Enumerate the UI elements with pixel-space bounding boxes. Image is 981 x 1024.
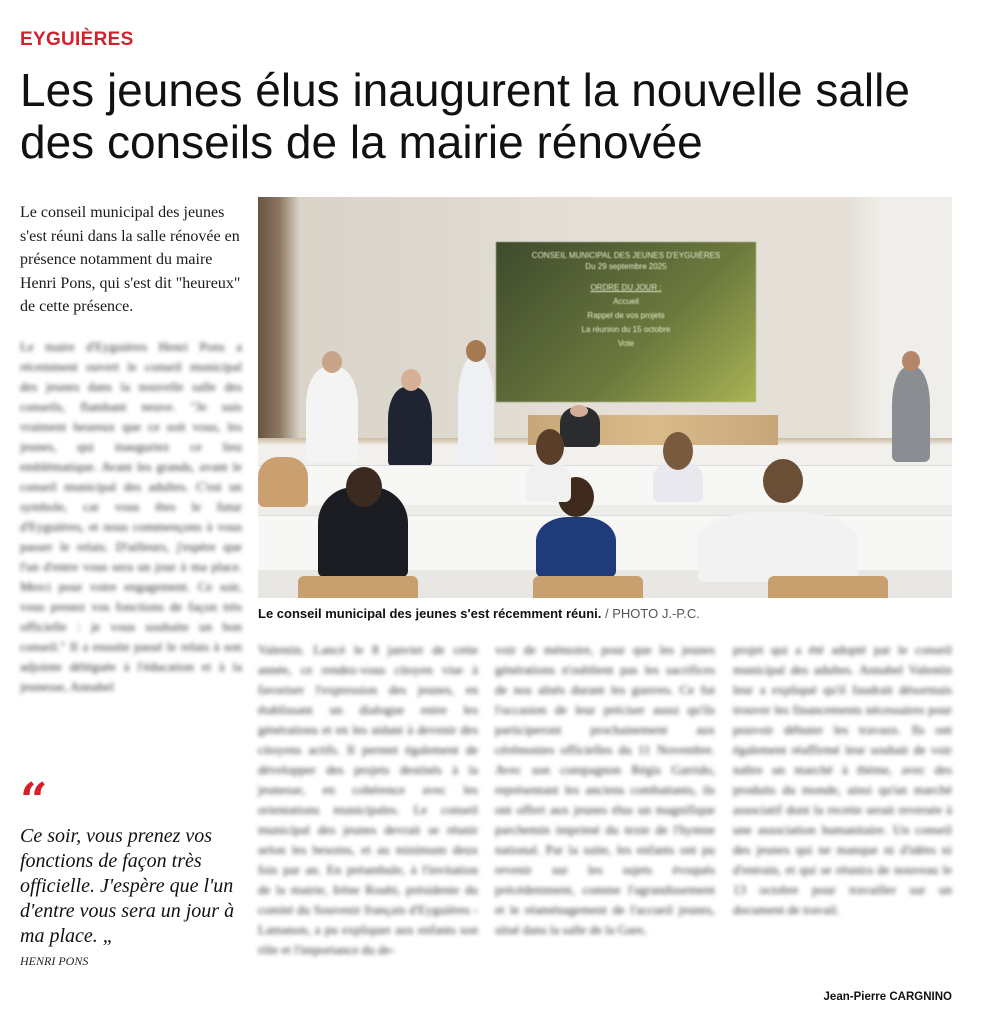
body-column-4: projet qui a été adopté par le conseil municipal des adultes. Annabel Valentin leur a expliqué qu'il faudrait désormais trouver les financements nécessaires pour pouvoir débuter les travaux. Ils ont également réaffirmé leur souhait de voir naître un marché à thème, avec des produits du monde, ainsi qu'un marché associatif dont la recette serait reversée à une association humanitaire. Un conseil des jeunes qui ne manque ni d'idées ni d'entrain, et qui se réunira de nouveau le 13 octobre pour travailler sur un document de travail. (733, 642, 952, 917)
pull-quote: Ce soir, vous prenez vos fonctions de façon très officielle. J'espère que l'un d'entre vous sera un jour à ma place. „ (20, 825, 235, 947)
section-kicker: EYGUIÈRES (20, 29, 134, 50)
article-photo (258, 197, 952, 598)
photo-credit: / PHOTO J.-P.C. (605, 606, 700, 621)
quote-author: HENRI PONS (20, 954, 89, 968)
quote-mark-icon: “ (20, 773, 48, 829)
article-author: Jean-Pierre CARGNINO (823, 991, 952, 1003)
body-column-1: Le maire d'Eyguières Henri Pons a récemment ouvert le conseil municipal des jeunes dans la nouvelle salle des conseils, flambant neuve. "Je suis vraiment heureux que ce soit vous, les jeunes, qui inauguriez ce lieu emblématique. Avant les grands, avant le conseil municipal des adultes. C'est un symbole, car vous êtes le futur d'Eyguières, et nous commençons à vous passer le relais. D'ailleurs, j'espère que l'un d'entre vous sera un jour à ma place. Merci pour votre engagement. Ce soir, vous prenez vos fonctions de façon très officielle : je vous souhaite un bon conseil." Il a ensuite passé le relais à son adjointe déléguée à l'éducation et à la jeunesse, Annabel (20, 338, 242, 694)
photo-caption: Le conseil municipal des jeunes s'est récemment réuni. / PHOTO J.-P.C. (258, 606, 700, 621)
article-title: Les jeunes élus inaugurent la nouvelle salle des conseils de la mairie rénovée (20, 64, 910, 168)
body-column-2: Valentin. Lancé le 8 janvier de cette année, ce rendez-vous citoyen vise à favoriser l'expression des jeunes, en établissant un dialogue entre les générations et en les aidant à devenir des citoyens actifs. Il permet également de développer des projets destinés à la jeunesse, en cohérence avec les orientations municipales. Le conseil municipal des jeunes devrait se réunir selon les besoins, et au minimum deux fois par an. En préambule, à l'invitation de la mairie, Irène Roubi, présidente du comité du Souvenir français d'Eyguières - Lamanon, a pu expliquer aux enfants son rôle et l'importance du de- (258, 642, 478, 957)
article-lead: Le conseil municipal des jeunes s'est réuni dans la salle rénovée en présence notamment du maire Henri Pons, qui s'est dit "heureux" de cette présence. (20, 204, 241, 315)
pull-quote-block (20, 773, 255, 969)
projection-screen: CONSEIL MUNICIPAL DES JEUNES D'EYGUIÈRES Du 29 septembre 2025 ORDRE DU JOUR : Accueil Rappel de vos projets La réunion du 15 octobre Vote (496, 242, 756, 402)
left-column (20, 201, 242, 697)
body-column-3: voir de mémoire, pour que les jeunes générations n'oublient pas les sacrifices de nos aînés durant les guerres. Ce fut l'occasion de leur préciser aussi qu'ils participeront prochainement aux cérémonies officielles du 11 Novembre. Avec son compagnon Régis Garrido, représentant les anciens combattants, ils ont offert aux jeunes élus un magnifique parchemin imprimé du texte de l'hymne national. Par la suite, les enfants ont pu revenir sur les sujets évoqués précédemment, comme l'agrandissement et le réaménagement de l'accueil jeunes, situé dans la salle de la Gare, (495, 642, 715, 937)
